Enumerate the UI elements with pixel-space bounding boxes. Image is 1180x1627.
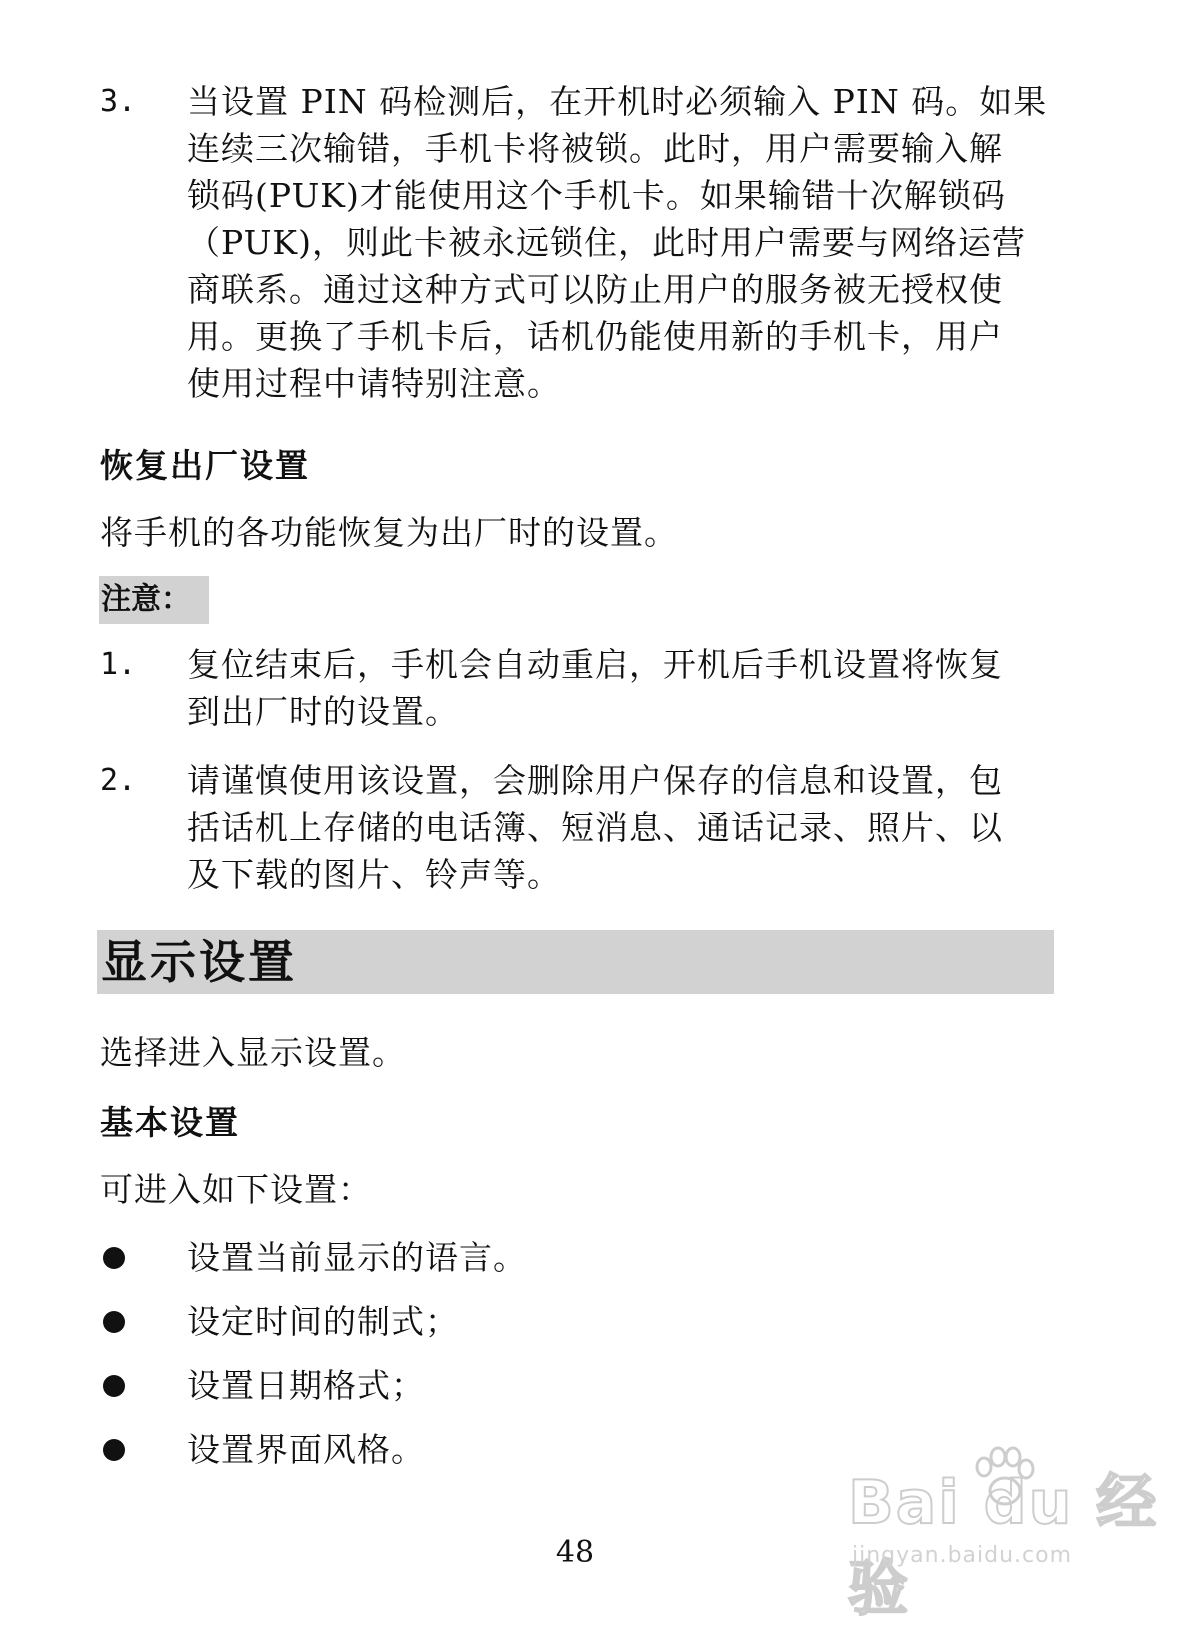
text-line: 到出厂时的设置。 — [187, 692, 459, 731]
text-line: 当设置 PIN 码检测后，在开机时必须输入 PIN 码。如果 — [187, 82, 1048, 121]
paw-icon — [968, 1445, 1038, 1515]
bullet-icon — [103, 1375, 125, 1397]
list-item-text — [187, 757, 1057, 898]
bullet-icon — [103, 1439, 125, 1461]
bullet-item: 设置日期格式； — [187, 1366, 425, 1405]
section-heading: 基本设置 — [100, 1103, 240, 1142]
section-description: 选择进入显示设置。 — [100, 1033, 406, 1072]
text-line: 使用过程中请特别注意。 — [187, 364, 561, 403]
text-line: （PUK)，则此卡被永远锁住，此时用户需要与网络运营 — [187, 223, 1026, 262]
text-line: 连续三次输错，手机卡将被锁。此时，用户需要输入解 — [187, 129, 1003, 168]
bullet-icon — [103, 1311, 125, 1333]
page-number: 48 — [555, 1535, 595, 1570]
text-line: 复位结束后，手机会自动重启，开机后手机设置将恢复 — [187, 645, 1003, 684]
text-line: 请谨慎使用该设置，会删除用户保存的信息和设置，包 — [187, 761, 1003, 800]
list-number: 3. — [100, 84, 137, 119]
text-line: 用。更换了手机卡后，话机仍能使用新的手机卡，用户 — [187, 317, 1003, 356]
chapter-heading: 显示设置 — [101, 935, 297, 989]
text-line: 锁码(PUK)才能使用这个手机卡。如果输错十次解锁码 — [187, 176, 1006, 215]
watermark-logo-text: Bai du 经验 — [848, 1468, 1159, 1624]
list-number: 2. — [100, 763, 137, 798]
text-line: 商联系。通过这种方式可以防止用户的服务被无授权使 — [187, 270, 1003, 309]
baidu-jingyan-watermark — [848, 1455, 1168, 1624]
text-line: 及下载的图片、铃声等。 — [187, 855, 561, 894]
text-line: 括话机上存储的电话簿、短消息、通话记录、照片、以 — [187, 808, 1003, 847]
watermark-url: jingyan.baidu.com — [852, 1543, 1073, 1568]
section-heading: 恢复出厂设置 — [100, 446, 310, 485]
list-item-text — [187, 78, 1057, 407]
bullet-item: 设置当前显示的语言。 — [187, 1238, 527, 1277]
note-label: 注意： — [101, 582, 191, 617]
bullet-item: 设定时间的制式； — [187, 1302, 459, 1341]
list-number: 1. — [100, 647, 137, 682]
section-intro: 可进入如下设置： — [100, 1170, 372, 1209]
bullet-icon — [103, 1247, 125, 1269]
list-item-text — [187, 641, 1057, 735]
bullet-item: 设置界面风格。 — [187, 1430, 425, 1469]
section-description: 将手机的各功能恢复为出厂时的设置。 — [100, 513, 678, 552]
